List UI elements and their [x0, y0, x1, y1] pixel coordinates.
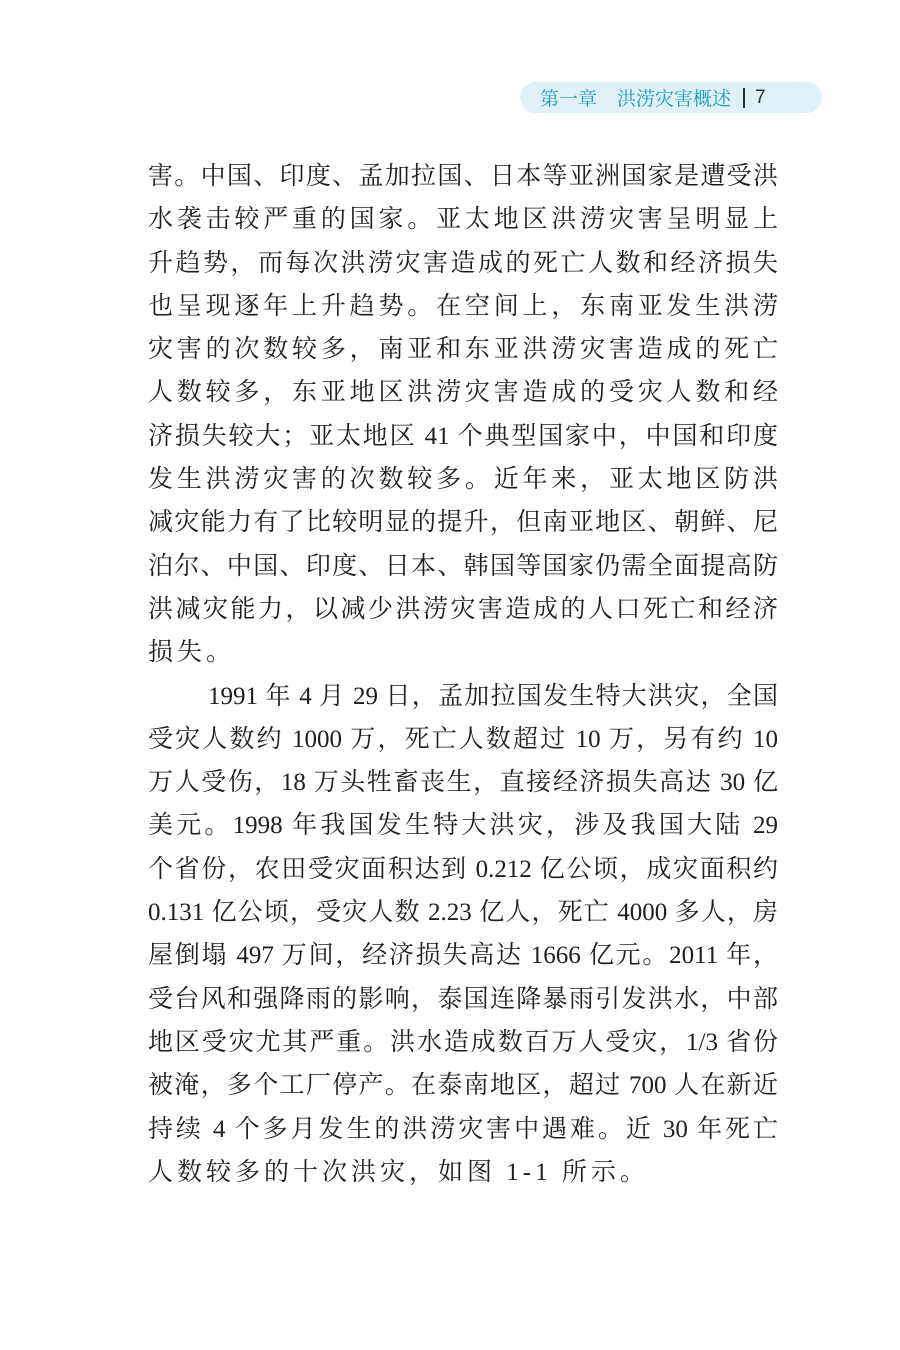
body-text	[148, 155, 778, 1194]
chapter-number: 第一章	[540, 89, 598, 110]
text-line: 持续 4 个多月发生的洪涝灾害中遇难。近 30 年死亡	[148, 1115, 778, 1143]
text-line: 0.131 亿公顷，受灾人数 2.23 亿人，死亡 4000 多人，房	[148, 899, 778, 927]
header-divider	[743, 88, 745, 108]
page-number: 7	[755, 86, 766, 108]
text-line: 屋倒塌 497 万间，经济损失高达 1666 亿元。2011 年，	[148, 942, 778, 970]
text-line: 万人受伤，18 万头牲畜丧生，直接经济损失高达 30 亿	[148, 769, 778, 797]
chapter-title: 洪涝灾害概述	[617, 89, 732, 110]
text-line: 人数较多的十次洪灾，如图 1-1 所示。	[148, 1158, 649, 1186]
paragraph	[148, 155, 778, 675]
text-line: 灾害的次数较多，南亚和东亚洪涝灾害造成的死亡	[148, 336, 778, 364]
text-line: 减灾能力有了比较明显的提升，但南亚地区、朝鲜、尼	[148, 509, 778, 537]
text-line: 1991 年 4 月 29 日，孟加拉国发生特大洪灾，全国	[208, 682, 778, 710]
text-line: 水袭击较严重的国家。亚太地区洪涝灾害呈明显上	[148, 206, 778, 234]
text-line: 害。中国、印度、孟加拉国、日本等亚洲国家是遭受洪	[148, 163, 778, 190]
text-line: 济损失较大；亚太地区 41 个典型国家中，中国和印度	[148, 422, 778, 450]
text-line: 被淹，多个工厂停产。在泰南地区，超过 700 人在新近	[148, 1072, 778, 1100]
text-line: 受灾人数约 1000 万，死亡人数超过 10 万，另有约 10	[148, 725, 778, 753]
running-header	[520, 82, 822, 113]
text-line: 美元。1998 年我国发生特大洪灾，涉及我国大陆 29	[148, 812, 778, 840]
text-line: 洪减灾能力，以减少洪涝灾害造成的人口死亡和经济	[148, 595, 778, 623]
text-line: 也呈现逐年上升趋势。在空间上，东南亚发生洪涝	[148, 292, 778, 320]
text-line: 个省份，农田受灾面积达到 0.212 亿公顷，成灾面积约	[148, 855, 778, 883]
text-line: 泊尔、中国、印度、日本、韩国等国家仍需全面提高防	[148, 552, 778, 580]
text-line: 受台风和强降雨的影响，泰国连降暴雨引发洪水，中部	[148, 985, 778, 1013]
text-line: 损失。	[148, 639, 236, 667]
text-line: 升趋势，而每次洪涝灾害造成的死亡人数和经济损失	[148, 249, 778, 277]
paragraph	[148, 675, 778, 1195]
text-line: 人数较多，东亚地区洪涝灾害造成的受灾人数和经	[148, 379, 778, 407]
text-line: 地区受灾尤其严重。洪水造成数百万人受灾，1/3 省份	[148, 1028, 778, 1056]
text-line: 发生洪涝灾害的次数较多。近年来，亚太地区防洪	[148, 466, 778, 494]
